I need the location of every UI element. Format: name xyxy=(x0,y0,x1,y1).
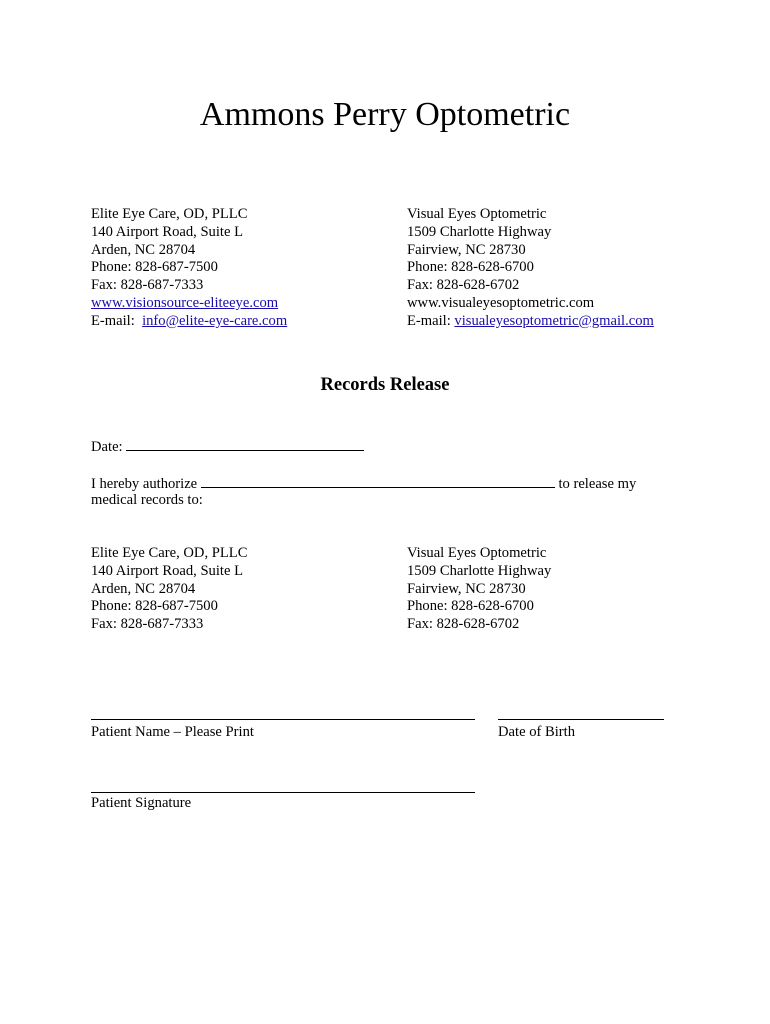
street-address: 1509 Charlotte Highway xyxy=(407,223,552,240)
practice-name: Elite Eye Care, OD, PLLC xyxy=(91,545,248,561)
website-link[interactable]: www.visionsource-eliteeye.com xyxy=(91,294,279,311)
practice-name: Elite Eye Care, OD, PLLC xyxy=(91,206,248,222)
email-label: E-mail: xyxy=(407,312,455,329)
city-state-zip: Arden, NC 28704 xyxy=(91,241,196,258)
website-text: www.visualeyesoptometric.com xyxy=(407,294,595,311)
authorize-suffix: to release my xyxy=(554,476,637,492)
street-address: 140 Airport Road, Suite L xyxy=(91,223,244,240)
email-line xyxy=(91,313,287,331)
patient-signature-field-line[interactable] xyxy=(91,792,475,793)
authorize-line-2: medical records to: xyxy=(91,492,203,508)
section-title: Records Release xyxy=(320,375,450,395)
page-title: Ammons Perry Optometric xyxy=(199,96,571,133)
date-of-birth-field-line[interactable] xyxy=(498,719,664,720)
phone-number: Phone: 828-628-6700 xyxy=(407,598,534,615)
practice-name: Visual Eyes Optometric xyxy=(407,206,547,222)
phone-number: Phone: 828-628-6700 xyxy=(407,259,534,276)
date-blank-field[interactable] xyxy=(126,438,364,451)
email-label: E-mail: xyxy=(91,312,143,329)
address-block-visual-eyes xyxy=(407,206,654,331)
practice-name: Visual Eyes Optometric xyxy=(407,545,547,561)
email-link[interactable]: visualeyesoptometric@gmail.com xyxy=(454,312,654,329)
patient-name-label: Patient Name – Please Print xyxy=(91,724,254,740)
city-state-zip: Fairview, NC 28730 xyxy=(407,241,526,258)
city-state-zip: Fairview, NC 28730 xyxy=(407,580,526,597)
patient-signature-label: Patient Signature xyxy=(91,795,192,811)
authorize-blank-field[interactable] xyxy=(201,475,555,488)
patient-name-field-line[interactable] xyxy=(91,719,475,720)
date-field-line xyxy=(91,438,364,457)
authorize-line xyxy=(91,475,636,494)
date-of-birth-label: Date of Birth xyxy=(498,724,576,740)
fax-number: Fax: 828-687-7333 xyxy=(91,616,204,633)
email-line xyxy=(407,313,654,331)
fax-number: Fax: 828-628-6702 xyxy=(407,277,520,294)
phone-number: Phone: 828-687-7500 xyxy=(91,598,218,615)
address-block-elite-eye-care xyxy=(91,206,287,331)
release-address-visual-eyes xyxy=(407,545,551,634)
authorize-prefix: I hereby authorize xyxy=(91,476,201,492)
release-address-elite-eye-care xyxy=(91,545,247,634)
fax-number: Fax: 828-628-6702 xyxy=(407,616,520,633)
fax-number: Fax: 828-687-7333 xyxy=(91,277,204,294)
street-address: 1509 Charlotte Highway xyxy=(407,562,552,579)
email-link[interactable]: info@elite-eye-care.com xyxy=(142,312,288,329)
phone-number: Phone: 828-687-7500 xyxy=(91,259,218,276)
street-address: 140 Airport Road, Suite L xyxy=(91,562,244,579)
city-state-zip: Arden, NC 28704 xyxy=(91,580,196,597)
date-label: Date: xyxy=(91,439,127,455)
